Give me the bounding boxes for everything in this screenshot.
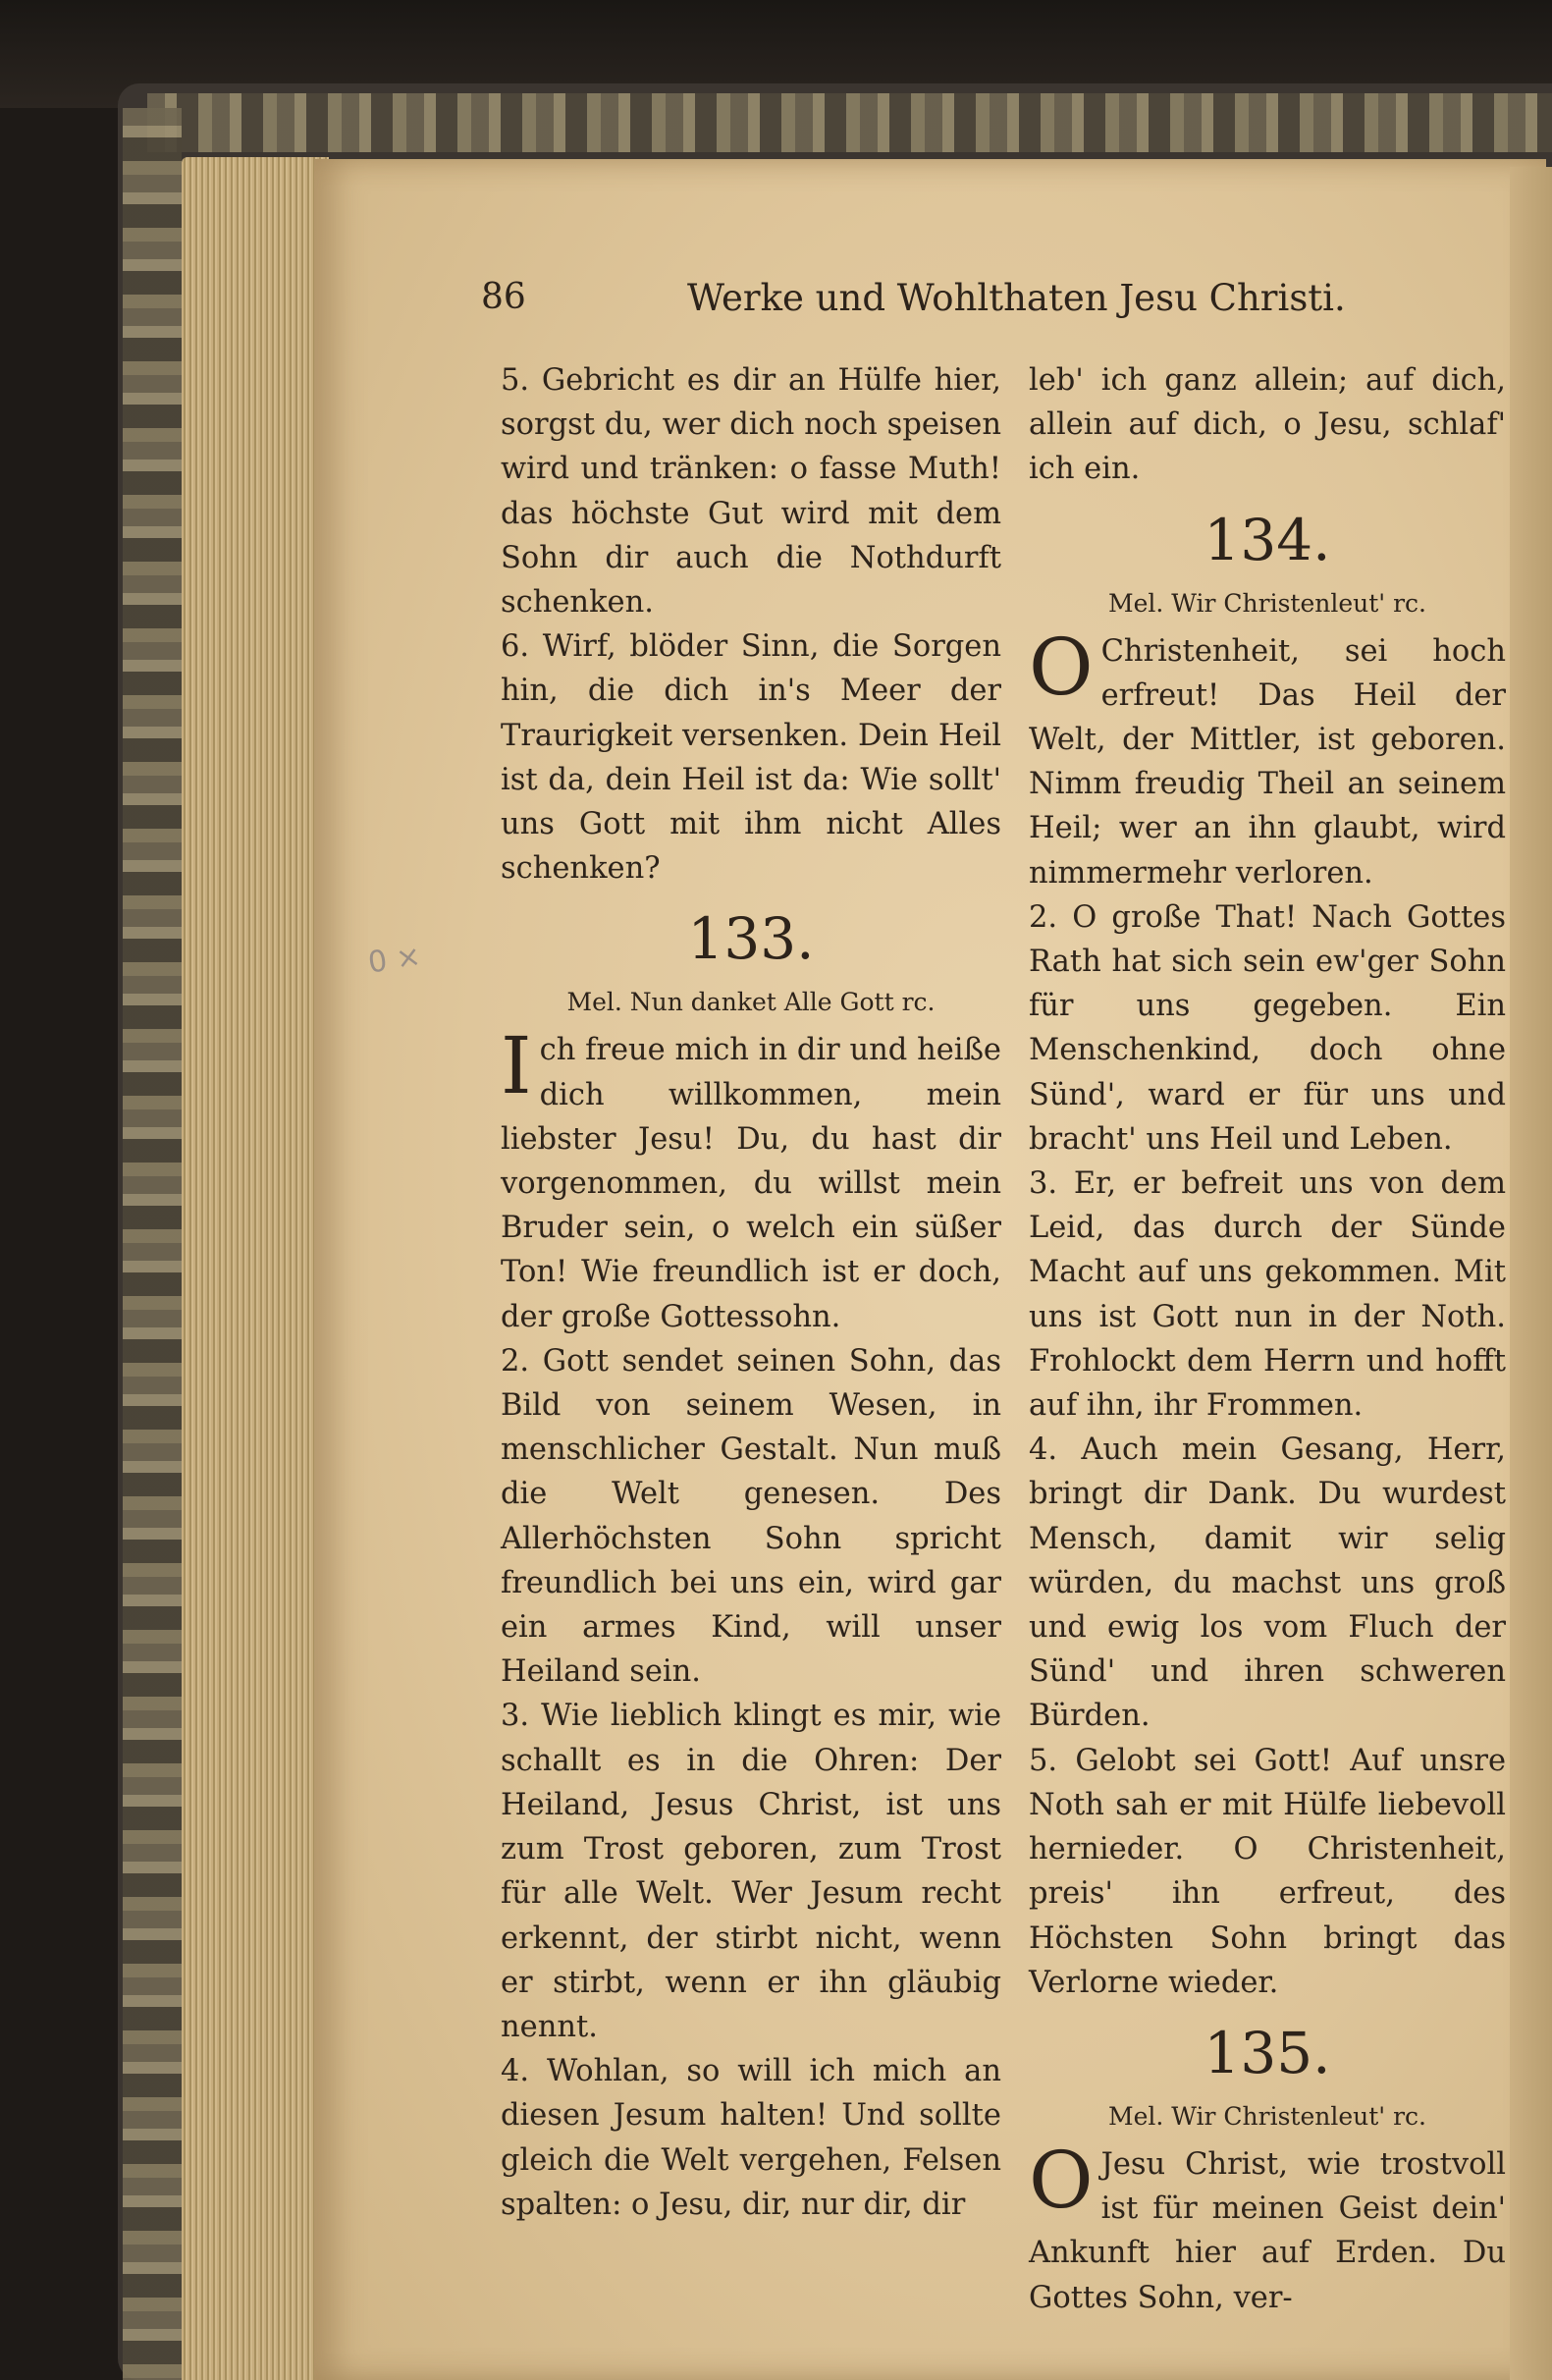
verse-paragraph	[1029, 2134, 1506, 2320]
verse-paragraph: 5. Gebricht es dir an Hülfe hier, sorgst du, wer dich noch speisen wird und tränken: o fasse Muth! das höchste Gut wird mit dem Sohn dir auch die Nothdurft schenken.	[501, 363, 1001, 621]
verse-paragraph: 3. Er, er befreit uns von dem Leid, das durch der Sünde Macht auf uns gekommen. Mit uns ist Gott nun in der Noth. Frohlockt dem Herrn und hofft auf ihn, ihr Frommen.	[1029, 1166, 1506, 1424]
drop-cap: O	[1029, 621, 1094, 713]
hymn-number: 135.	[1204, 2019, 1331, 2086]
verse-paragraph	[501, 1020, 1001, 1338]
drop-cap: O	[1029, 2134, 1094, 2226]
page-header	[481, 277, 1346, 336]
page-edges	[182, 157, 329, 2380]
verse-text: Jesu Christ, wie trostvoll ist für meinen Geist dein' Ankunft hier auf Erden. Du Gottes Sohn, ver-	[1029, 2146, 1506, 2315]
left-column	[501, 358, 1001, 2227]
running-title: Werke und Wohlthaten Jesu Christi.	[687, 277, 1346, 319]
hymn-number: 133.	[687, 905, 815, 973]
page-number: 86	[481, 277, 526, 317]
verse-paragraph: 2. Gott sendet seinen Sohn, das Bild von seinem Wesen, in menschlicher Gestalt. Nun muß die Welt genesen. Des Allerhöchsten Sohn spricht freundlich bei uns ein, wird gar ein armes Kind, will unser Heiland sein.	[501, 1343, 1001, 1690]
hymn-melody: Mel. Nun danket Alle Gott rc.	[566, 988, 936, 1017]
cover-ornament-left	[123, 108, 182, 2380]
next-page-edge	[1510, 167, 1552, 2380]
verse-paragraph: 6. Wirf, blöder Sinn, die Sorgen hin, die dich in's Meer der Traurigkeit versenken. Dein Heil ist da, dein Heil ist da: Wie sollt' uns Gott mit ihm nicht Alles schenken?	[501, 629, 1001, 887]
cover-ornament-top	[147, 93, 1552, 152]
verse-paragraph: 2. O große That! Nach Gottes Rath hat sich sein ew'ger Sohn für uns gegeben. Ein Menschenkind, doch ohne Sünd', ward er für uns und bracht' uns Heil und Leben.	[1029, 899, 1506, 1157]
hymn-melody: Mel. Wir Christenleut' rc.	[1107, 588, 1427, 618]
drop-cap: I	[501, 1020, 532, 1112]
verse-text: Christenheit, sei hoch erfreut! Das Heil der Welt, der Mittler, ist geboren. Nimm freudig Theil an seinem Heil; wer an ihn glaubt, wird nimmermehr verloren.	[1029, 633, 1506, 891]
verse-paragraph: 4. Wohlan, so will ich mich an diesen Jesum halten! Und sollte gleich die Welt vergehen, Felsen spalten: o Jesu, dir, nur dir, dir	[501, 2054, 1001, 2222]
verse-paragraph: 4. Auch mein Gesang, Herr, bringt dir Dank. Du wurdest Mensch, damit wir selig würden, du machst uns groß und ewig los vom Fluch der Sünd' und ihren schweren Bürden.	[1029, 1433, 1506, 1734]
hymn-melody: Mel. Wir Christenleut' rc.	[1107, 2101, 1427, 2131]
verse-paragraph: leb' ich ganz allein; auf dich, allein auf dich, o Jesu, schlaf' ich ein.	[1029, 363, 1506, 487]
verse-paragraph: 5. Gelobt sei Gott! Auf unsre Noth sah er mit Hülfe liebevoll hernieder. O Christenheit, preis' ihn erfreut, des Höchsten Sohn bringt das Verlorne wieder.	[1029, 1743, 1506, 2000]
hymn-number: 134.	[1204, 506, 1331, 573]
right-column	[1029, 358, 1506, 2320]
verse-paragraph	[1029, 621, 1506, 895]
pencil-marginal-note: 0 ×	[365, 939, 423, 981]
verse-paragraph: 3. Wie lieblich klingt es mir, wie schallt es in die Ohren: Der Heiland, Jesus Christ, ist uns zum Trost geboren, zum Trost für alle Welt. Wer Jesum recht erkennt, der stirbt nicht, wenn er stirbt, wenn er ihn gläubig nennt.	[501, 1699, 1001, 2044]
verse-text: ch freue mich in dir und heiße dich willkommen, mein liebster Jesu! Du, du hast dir vorgenommen, du willst mein Bruder sein, o welch ein süßer Ton! Wie freundlich ist er doch, der große Gottessohn.	[501, 1033, 1001, 1334]
